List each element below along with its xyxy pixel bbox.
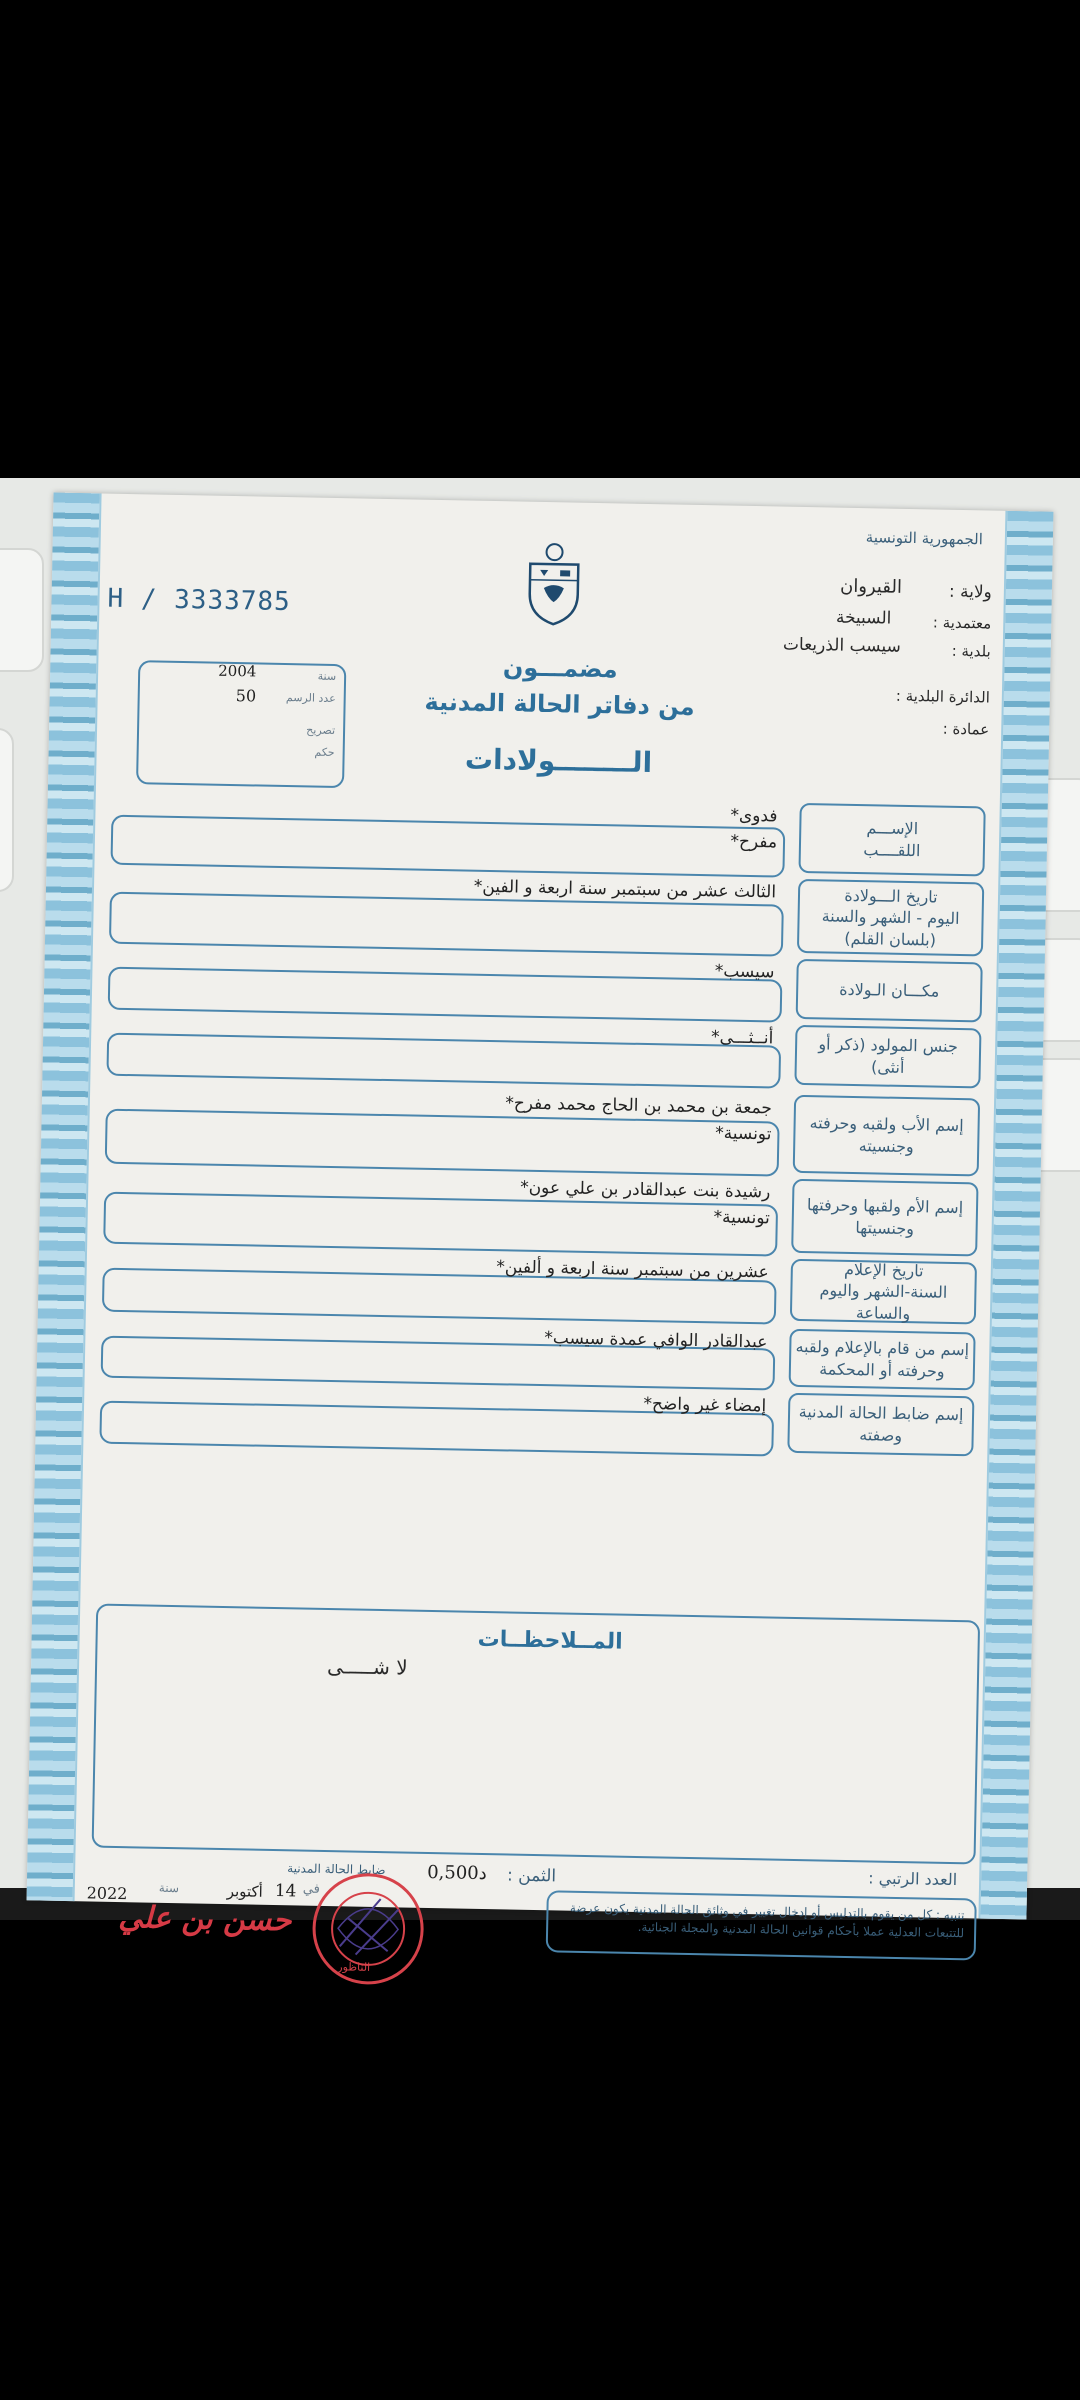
- row-value-secondary: تونسية*: [715, 1123, 772, 1145]
- row-label-box: [794, 1025, 981, 1089]
- row-label: جنس المولود (ذكر أو أنثى): [818, 1034, 959, 1077]
- footer-month: أكتوبر: [226, 1882, 264, 1901]
- row-value: سيسب*: [714, 961, 775, 983]
- row-label: تاريخ الإعلام السنة-الشهر واليوم والساعة: [819, 1259, 948, 1323]
- republic-label: الجمهورية التونسية: [865, 528, 984, 549]
- row-value: الثالث عشر من سبتمبر سنة اربعة و الفين*: [473, 876, 777, 903]
- wilaya-value: القيروان: [839, 575, 903, 598]
- footer-year: 2022: [86, 1883, 128, 1904]
- remarks-value: لا شـــــى: [326, 1654, 408, 1680]
- imada-label: عمادة :: [942, 719, 990, 739]
- row-value: عبدالقادر الوافي عمدة سيسب*: [544, 1328, 768, 1353]
- serial-number: H / 3333785: [107, 583, 292, 618]
- row-value: فدوى*: [730, 805, 778, 827]
- row-label-box: [789, 1329, 976, 1391]
- row-value: أنــثـــى*: [710, 1027, 774, 1049]
- declaration-field-label: تصريح: [306, 723, 336, 737]
- title-line-3: الــــــــولادات: [464, 742, 653, 780]
- row-label: إسم الأم ولقبها وحرفتها وجنسيتها: [806, 1195, 964, 1239]
- keyboard-key: [0, 728, 14, 892]
- mutamadiya-value: السبيخة: [835, 607, 892, 629]
- judgment-field-label: حكم: [314, 745, 335, 759]
- row-value: عشرين من سبتمبر سنة اربعة و ألفين*: [496, 1257, 769, 1283]
- row-label-box: [790, 1259, 977, 1325]
- keyboard-key: [0, 548, 44, 672]
- row-label: تاريخ الـــولادة اليوم - الشهر والسنة (بلسان القلم): [821, 885, 960, 950]
- reference-number: 50: [235, 686, 257, 706]
- row-value: جمعة بن محمد بن الحاج محمد مفرح*: [505, 1093, 773, 1119]
- row-value-box: [103, 1192, 778, 1257]
- registry-label: العدد الرتبي :: [868, 1868, 958, 1890]
- remarks-box: [92, 1604, 981, 1865]
- row-value-box: [110, 815, 785, 878]
- wilaya-label: ولاية :: [948, 581, 993, 603]
- price-value: 0,500د: [426, 1861, 487, 1885]
- row-label-box: [791, 1179, 978, 1257]
- row-value-box: [108, 967, 783, 1023]
- price-label: الثمن :: [506, 1865, 557, 1887]
- row-value-box: [106, 1033, 781, 1089]
- year-field-label: سنة: [317, 669, 337, 683]
- row-value: إمضاء غير واضح*: [643, 1394, 767, 1417]
- row-label: إسم ضابط الحالة المدنية وصفته: [798, 1402, 964, 1445]
- footer-day: 14: [274, 1881, 297, 1902]
- officer-signature: حسن بن علي: [117, 1900, 292, 1939]
- mutamadiya-label: معتمدية :: [932, 613, 992, 633]
- reference-box: [136, 660, 346, 788]
- row-label: مكـــان الـولادة: [838, 979, 940, 1001]
- row-value-box: [105, 1109, 780, 1177]
- row-label-box: [797, 879, 984, 957]
- tunisia-coat-of-arms-icon: [521, 542, 587, 627]
- row-label-box: [796, 959, 983, 1023]
- warning-box: [546, 1890, 977, 1960]
- title-line-2: من دفاتر الحالة المدنية: [424, 687, 695, 721]
- title-line-1: مضمـــون: [502, 653, 618, 684]
- row-value-secondary: مفرح*: [730, 831, 778, 853]
- remarks-title: المــلاحظــات: [477, 1626, 623, 1655]
- baladiya-value: سيسب الذريعات: [782, 634, 901, 657]
- row-value: رشيدة بنت عبدالقادر بن علي عون*: [519, 1177, 771, 1203]
- row-label: إسم من قام بالإعلام ولقبه وحرفته أو المحكمة: [795, 1337, 970, 1381]
- number-field-label: عدد الرسم: [285, 691, 336, 705]
- row-label-box: [787, 1393, 974, 1457]
- footer-year-label: سنة: [158, 1880, 180, 1896]
- row-label: الإســـم اللقــــب: [863, 818, 921, 861]
- row-label-box: [793, 1095, 980, 1177]
- officer-label: ضابط الحالة المدنية: [287, 1861, 386, 1878]
- footer-date-prefix: في: [302, 1881, 321, 1897]
- row-value-secondary: تونسية*: [713, 1207, 770, 1229]
- official-stamp: [307, 1868, 429, 1990]
- daira-label: الدائرة البلدية :: [895, 686, 991, 707]
- warning-text: تنبيه : كل من يقوم بالتدليس أو إدخال تغيير في وثائق الحالة المدنية يكون عرضة للتتبعات العدلية عملا بأحكام قوانين الحالة المدنية والمجلة الجنائية.: [569, 1900, 965, 1941]
- reference-year: 2004: [218, 661, 257, 681]
- stamp-text: الناظور: [337, 1960, 371, 1974]
- birth-certificate: [27, 493, 1054, 1974]
- row-label: إسم الأب ولقبه وحرفته وجنسيته: [809, 1113, 964, 1157]
- row-label-box: [798, 803, 985, 877]
- baladiya-label: بلدية :: [951, 641, 991, 661]
- row-value-box: [109, 892, 784, 957]
